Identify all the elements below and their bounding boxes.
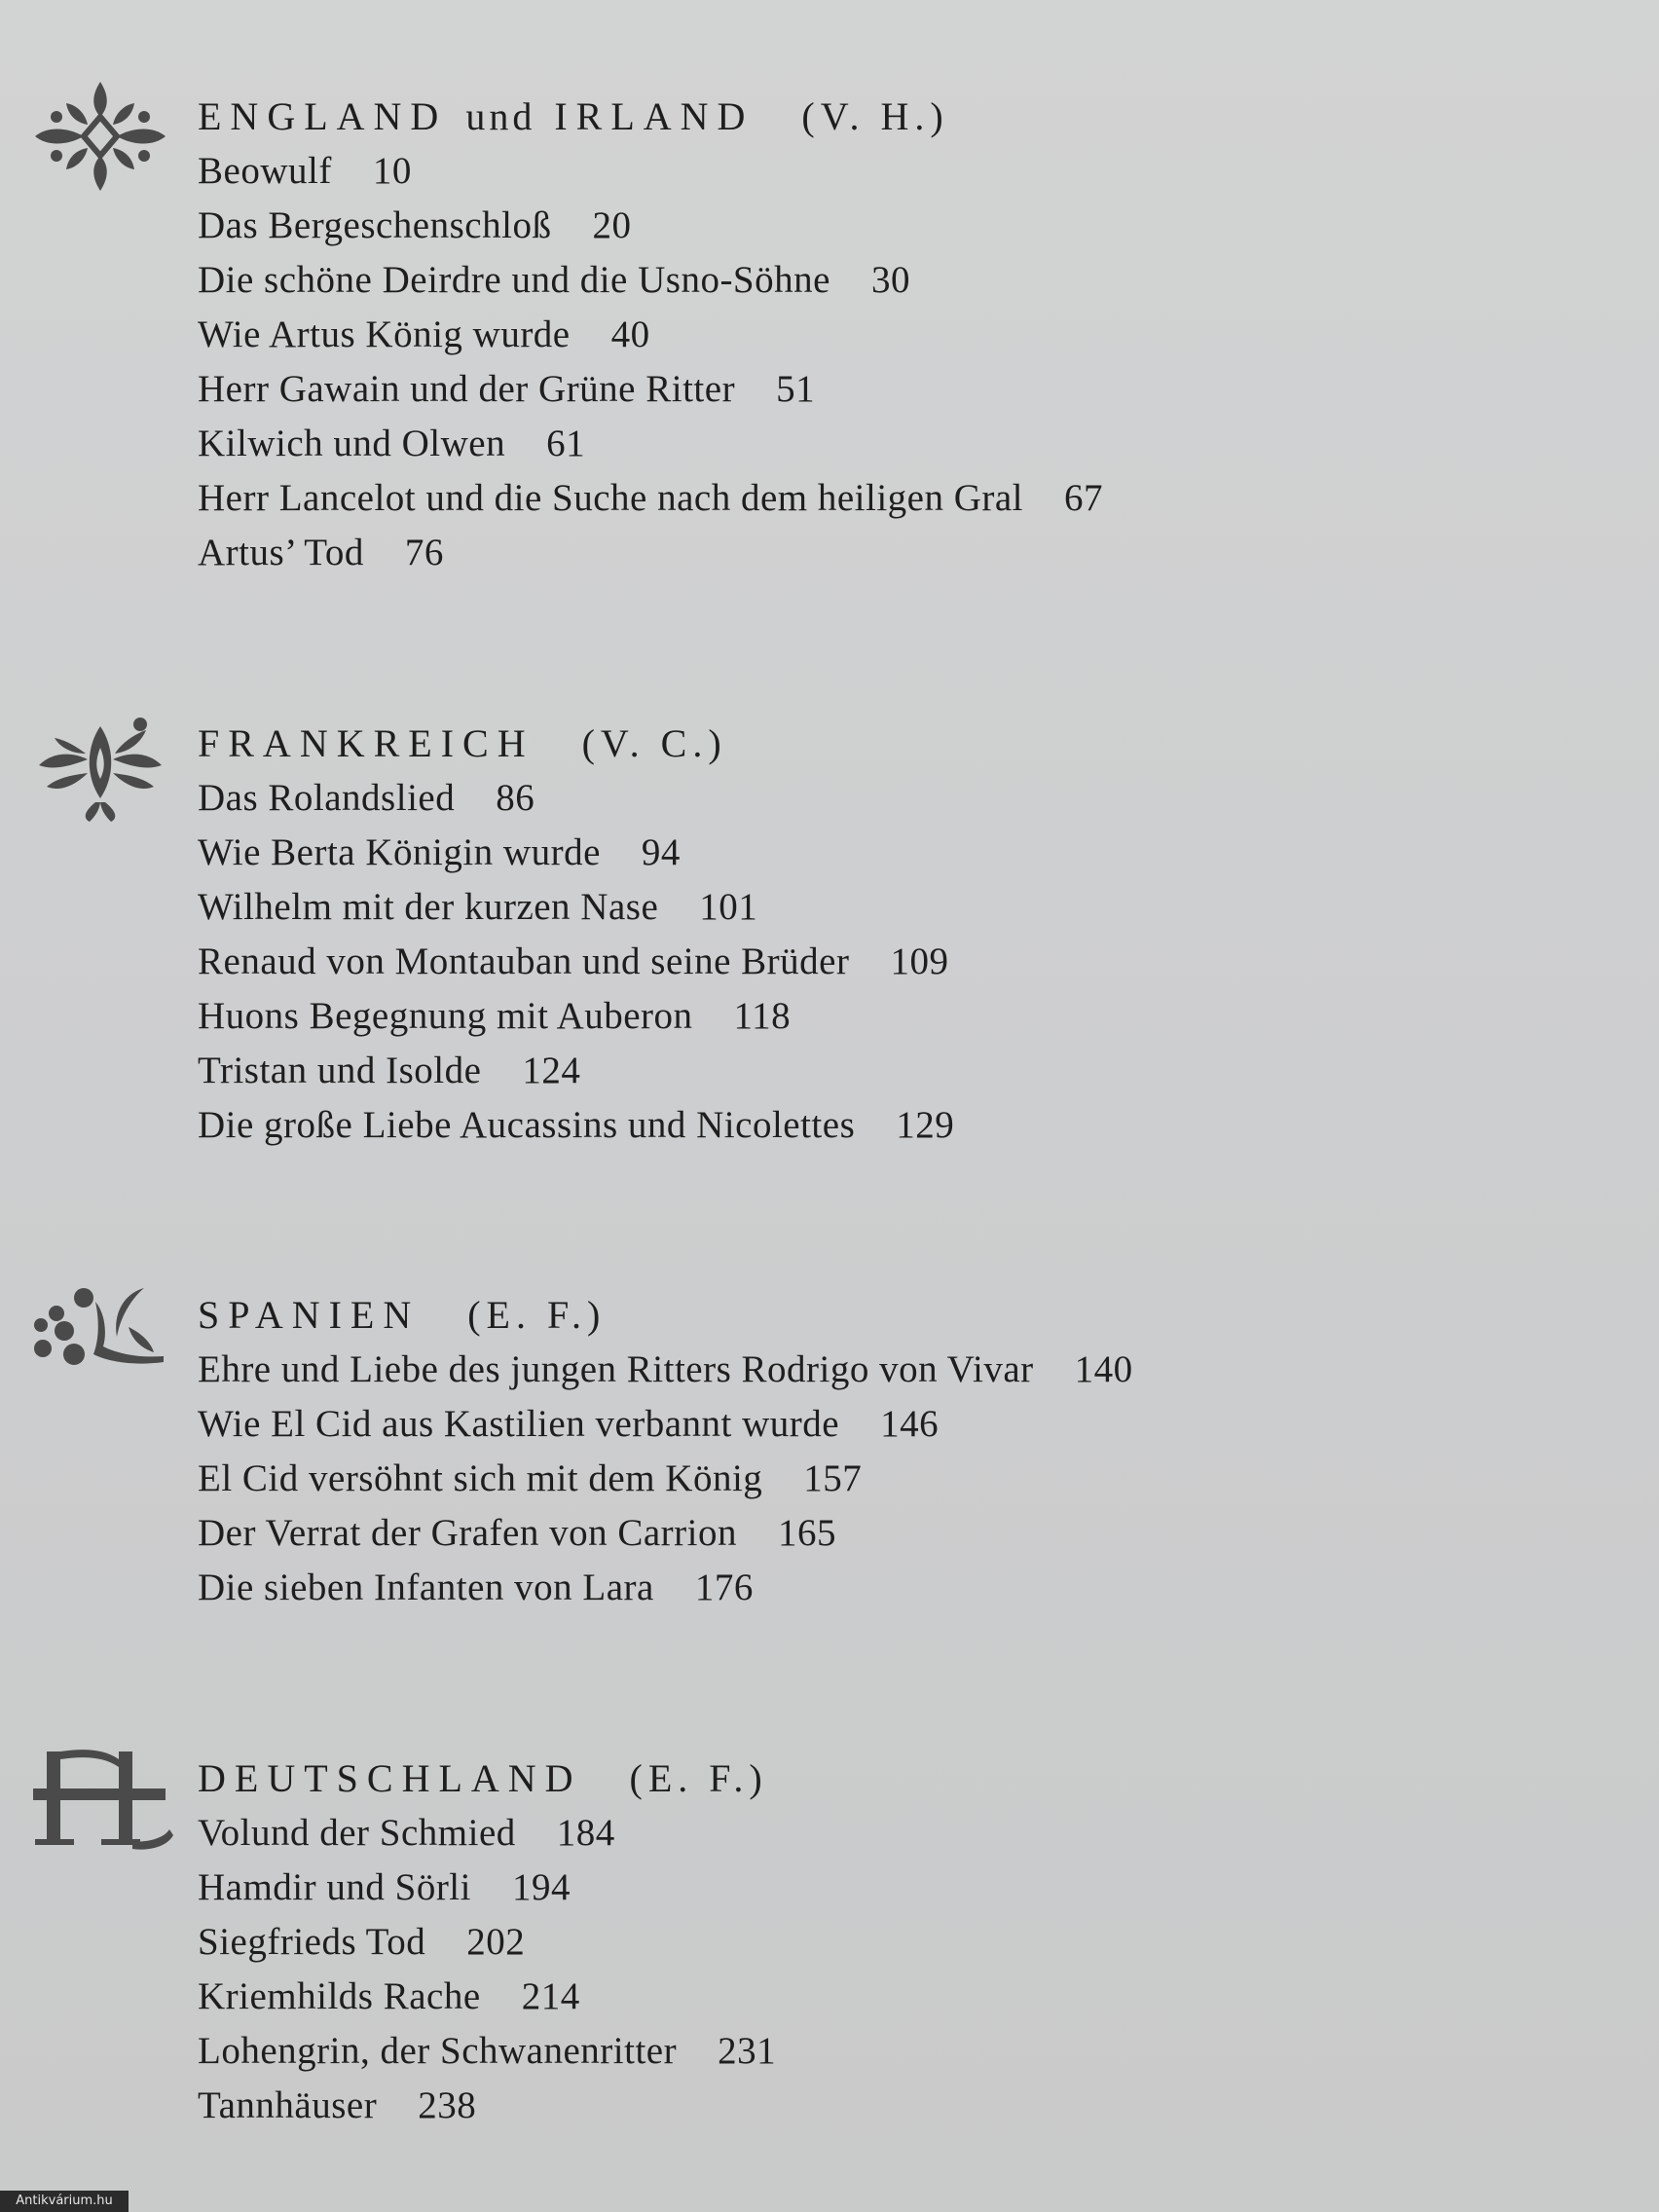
entry-title: Die schöne Deirdre und die Usno-Söhne <box>198 259 830 301</box>
toc-entry[interactable] <box>198 935 954 989</box>
toc-list <box>198 1806 776 2133</box>
entry-title: El Cid versöhnt sich mit dem König <box>198 1457 763 1499</box>
entry-title: Huons Begegnung mit Auberon <box>198 995 693 1037</box>
heading-author-initials: (E. F.) <box>467 1293 607 1337</box>
entry-title: Das Bergeschenschloß <box>198 204 552 246</box>
toc-entry[interactable] <box>198 1561 1133 1615</box>
toc-list <box>198 771 954 1153</box>
toc-entry[interactable] <box>198 1098 954 1153</box>
heading-country: ENGLAND <box>198 94 448 138</box>
heading-country-2: IRLAND <box>554 94 755 138</box>
heading-author-initials: (V. H.) <box>801 94 949 138</box>
toc-entry[interactable] <box>198 771 954 826</box>
section-heading <box>198 1755 768 1802</box>
entry-page-number: 30 <box>870 259 910 301</box>
entry-title: Herr Gawain und der Grüne Ritter <box>198 368 736 410</box>
watermark: Antikvárium.hu <box>0 2191 129 2212</box>
toc-entry[interactable] <box>198 1970 776 2024</box>
entry-page-number: 124 <box>522 1050 581 1091</box>
entry-title: Hamdir und Sörli <box>198 1866 471 1908</box>
entry-title: Die große Liebe Aucassins und Nicolettes <box>198 1104 856 1146</box>
toc-entry[interactable] <box>198 2079 776 2133</box>
entry-title: Renaud von Montauban und seine Brüder <box>198 940 850 982</box>
entry-page-number: 94 <box>641 831 681 873</box>
entry-title: Das Rolandslied <box>198 777 456 819</box>
entry-page-number: 118 <box>733 995 792 1037</box>
heading-author-initials: (E. F.) <box>629 1756 768 1800</box>
toc-entry[interactable] <box>198 1343 1133 1397</box>
toc-entry[interactable] <box>198 1915 776 1970</box>
entry-page-number: 146 <box>880 1403 940 1445</box>
toc-list <box>198 144 1103 580</box>
entry-page-number: 40 <box>610 313 650 355</box>
entry-page-number: 157 <box>803 1457 863 1499</box>
entry-title: Volund der Schmied <box>198 1812 516 1854</box>
toc-entry[interactable] <box>198 362 1103 417</box>
toc-entry[interactable] <box>198 880 954 935</box>
entry-title: Tristan und Isolde <box>198 1050 482 1091</box>
entry-page-number: 176 <box>694 1567 754 1608</box>
entry-title: Artus’ Tod <box>198 532 364 573</box>
section-heading <box>198 93 949 140</box>
flower-cross-ornament-icon <box>27 78 173 195</box>
toc-entry[interactable] <box>198 1397 1133 1452</box>
entry-page-number: 165 <box>777 1512 836 1554</box>
entry-page-number: 61 <box>546 423 586 464</box>
entry-page-number: 214 <box>521 1975 580 2017</box>
h-monogram-ornament-icon <box>27 1746 173 1862</box>
entry-title: Lohengrin, der Schwanenritter <box>198 2030 678 2072</box>
toc-entry[interactable] <box>198 471 1103 526</box>
toc-entry[interactable] <box>198 2024 776 2079</box>
entry-title: Beowulf <box>198 150 332 192</box>
toc-entry[interactable] <box>198 308 1103 362</box>
toc-entry[interactable] <box>198 1806 776 1861</box>
entry-page-number: 109 <box>890 940 949 982</box>
heading-country: DEUTSCHLAND <box>198 1756 582 1800</box>
entry-page-number: 101 <box>699 886 758 928</box>
entry-page-number: 20 <box>592 204 632 246</box>
entry-title: Tannhäuser <box>198 2084 378 2126</box>
section-heading <box>198 720 727 767</box>
entry-title: Die sieben Infanten von Lara <box>198 1567 654 1608</box>
entry-page-number: 86 <box>496 777 535 819</box>
entry-title: Siegfrieds Tod <box>198 1921 426 1963</box>
entry-page-number: 140 <box>1074 1348 1133 1390</box>
entry-title: Kriemhilds Rache <box>198 1975 481 2017</box>
toc-entry[interactable] <box>198 1506 1133 1561</box>
toc-entry[interactable] <box>198 144 1103 199</box>
toc-entry[interactable] <box>198 989 954 1044</box>
entry-title: Ehre und Liebe des jungen Ritters Rodrigo von Vivar <box>198 1348 1034 1390</box>
entry-page-number: 51 <box>776 368 816 410</box>
toc-entry[interactable] <box>198 1861 776 1915</box>
entry-title: Wie El Cid aus Kastilien verbannt wurde <box>198 1403 840 1445</box>
toc-entry[interactable] <box>198 417 1103 471</box>
entry-page-number: 184 <box>556 1812 615 1854</box>
entry-page-number: 202 <box>466 1921 526 1963</box>
entry-page-number: 10 <box>372 150 412 192</box>
entry-page-number: 129 <box>896 1104 955 1146</box>
toc-entry[interactable] <box>198 1452 1133 1506</box>
entry-title: Kilwich und Olwen <box>198 423 506 464</box>
entry-title: Wilhelm mit der kurzen Nase <box>198 886 659 928</box>
entry-page-number: 194 <box>511 1866 571 1908</box>
fleur-ornament-icon <box>27 709 173 826</box>
grapes-scroll-ornament-icon <box>27 1269 173 1385</box>
entry-page-number: 67 <box>1064 477 1104 519</box>
toc-entry[interactable] <box>198 253 1103 308</box>
entry-title: Wie Berta Königin wurde <box>198 831 601 873</box>
toc-entry[interactable] <box>198 826 954 880</box>
toc-entry[interactable] <box>198 199 1103 253</box>
section-heading <box>198 1292 606 1339</box>
heading-country: FRANKREICH <box>198 721 535 765</box>
heading-conjunction: und <box>465 94 536 138</box>
entry-page-number: 231 <box>718 2030 777 2072</box>
entry-title: Der Verrat der Grafen von Carrion <box>198 1512 737 1554</box>
heading-country: SPANIEN <box>198 1293 421 1337</box>
heading-author-initials: (V. C.) <box>581 721 727 765</box>
entry-page-number: 76 <box>404 532 444 573</box>
toc-entry[interactable] <box>198 526 1103 580</box>
toc-entry[interactable] <box>198 1044 954 1098</box>
entry-title: Wie Artus König wurde <box>198 313 571 355</box>
entry-title: Herr Lancelot und die Suche nach dem heiligen Gral <box>198 477 1024 519</box>
toc-list <box>198 1343 1133 1615</box>
entry-page-number: 238 <box>418 2084 477 2126</box>
